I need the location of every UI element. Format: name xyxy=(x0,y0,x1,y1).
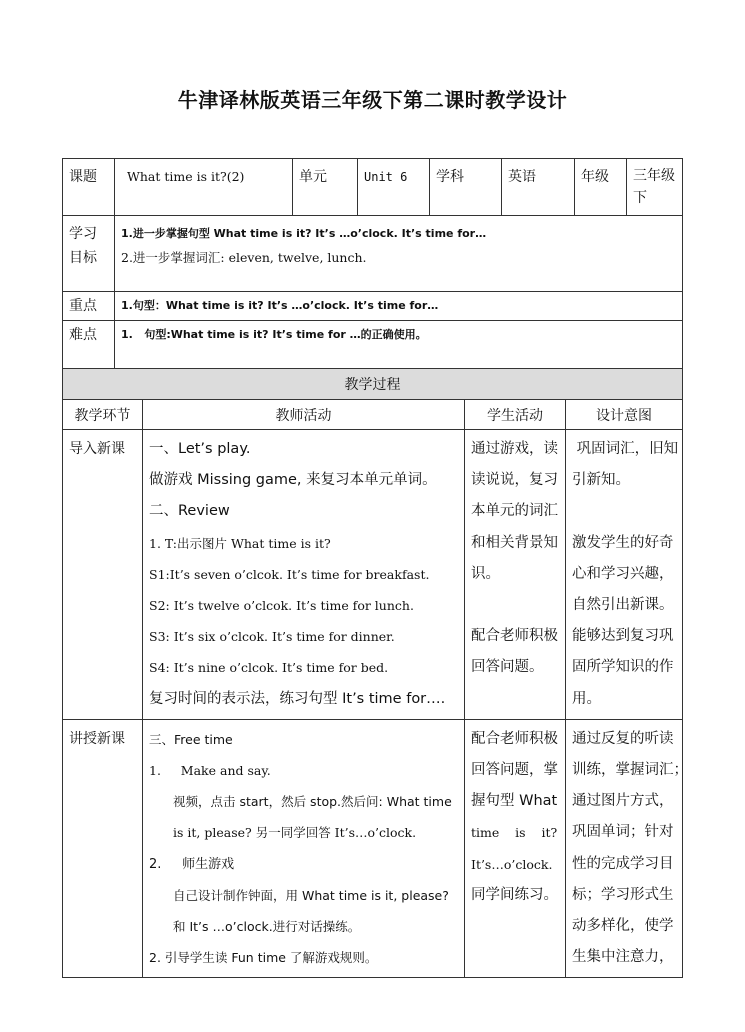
student-line: 同学间练习。 xyxy=(471,886,558,903)
intent-line: 用。 xyxy=(572,690,601,707)
unit-value: Unit 6 xyxy=(358,159,430,216)
teacher-line: 视频，点击 start，然后 stop.然后问: What time xyxy=(173,794,452,810)
col-intent-header: 设计意图 xyxy=(566,400,683,430)
lesson-info-table xyxy=(62,158,683,371)
intent-line: 心和学习兴趣， xyxy=(572,565,674,582)
student-line: 回答问题，掌 xyxy=(471,762,558,779)
intent-line: 训练，掌握词汇； xyxy=(572,762,688,779)
teacher-activity-cell xyxy=(143,719,465,978)
student-line: 握句型 What xyxy=(471,793,558,810)
teacher-line: 一、Let’s play. xyxy=(149,441,251,457)
teacher-line: 和 It’s …o’clock.进行对话操练。 xyxy=(173,919,361,935)
topic-label: 课题 xyxy=(63,159,115,216)
key-point-text: 1.句型：What time is it? It’s …o’clock. It’s time for… xyxy=(115,292,683,321)
difficulty-text: 1. 句型:What time is it? It’s time for …的正确使用。 xyxy=(115,321,683,371)
goal-2: 2.进一步掌握词汇: eleven, twelve, lunch. xyxy=(121,250,367,265)
student-line: 和相关背景知 xyxy=(471,534,558,551)
goal-1: 1.进一步掌握句型 What time is it? It’s …o’clock. It’s time for… xyxy=(121,227,487,240)
intent-line: 标；学习形式生 xyxy=(572,886,674,903)
student-activity-cell xyxy=(465,430,566,720)
teacher-line: S4: It’s nine o’clcok. It’s time for bed. xyxy=(149,660,389,676)
student-line: 配合老师积极 xyxy=(471,730,558,747)
intent-line: 性的完成学习目 xyxy=(572,855,674,872)
teacher-line: 1. T:出示图片 What time is it? xyxy=(149,535,331,551)
table-row xyxy=(63,430,683,720)
teacher-line: 复习时间的表示法，练习句型 It’s time for…. xyxy=(149,690,446,707)
teacher-line: 做游戏 Missing game, 来复习本单元单词。 xyxy=(149,472,437,489)
teacher-line: 三、Free time xyxy=(149,731,233,747)
intent-line: 通过图片方式， xyxy=(572,793,674,810)
teaching-process-table xyxy=(62,368,688,978)
topic-value: What time is it?(2) xyxy=(115,159,293,216)
intent-line: 巩固词汇，旧知 xyxy=(572,441,679,457)
student-line: 本单元的词汇 xyxy=(471,503,558,520)
teacher-line: is it, please? 另一同学回答 It’s…o’clock. xyxy=(173,825,417,841)
student-line: time is it? xyxy=(471,825,558,841)
document-title: 牛津译林版英语三年级下第二课时教学设计 xyxy=(177,88,568,112)
design-intent-cell xyxy=(566,430,683,720)
key-point-label: 重点 xyxy=(63,292,115,321)
student-line: 回答问题。 xyxy=(471,659,544,676)
intent-line: 激发学生的好奇 xyxy=(572,534,674,551)
col-stage-header: 教学环节 xyxy=(63,400,143,430)
design-intent-cell xyxy=(566,719,688,978)
unit-label: 单元 xyxy=(293,159,358,216)
student-line: 读说说，复习 xyxy=(471,472,558,489)
intent-line: 通过反复的听读 xyxy=(572,730,674,747)
process-header: 教学过程 xyxy=(63,369,683,400)
teacher-line: S3: It’s six o’clcok. It’s time for dinner. xyxy=(149,629,395,645)
stage-cell: 讲授新课 xyxy=(63,719,143,978)
difficulty-label: 难点 xyxy=(63,321,115,371)
intent-line: 能够达到复习巩 xyxy=(572,628,674,645)
student-line xyxy=(471,590,559,621)
student-line: 识。 xyxy=(471,565,500,582)
teacher-activity-cell xyxy=(143,430,465,720)
student-line: It’s…o’clock. xyxy=(471,856,553,872)
subject-value: 英语 xyxy=(502,159,575,216)
student-line: 通过游戏，读 xyxy=(471,441,558,457)
col-student-header: 学生活动 xyxy=(465,400,566,430)
teacher-line: 自己设计制作钟面，用 What time is it, please? xyxy=(173,887,449,903)
stage-cell: 导入新课 xyxy=(63,430,143,720)
teacher-line: 2. 师生游戏 xyxy=(149,856,235,872)
student-line: 配合老师积极 xyxy=(471,628,558,645)
intent-line: 巩固单词；针对 xyxy=(572,824,674,841)
teacher-line: 二、Review xyxy=(149,503,230,520)
student-activity-cell xyxy=(465,719,566,978)
intent-line: 自然引出新课。 xyxy=(572,597,674,613)
teacher-line: S2: It’s twelve o’clcok. It’s time for lunch. xyxy=(149,598,414,614)
goals-label: 学习目标 xyxy=(63,216,115,292)
intent-line: 动多样化，使学 xyxy=(572,918,674,935)
subject-label: 学科 xyxy=(430,159,502,216)
intent-line xyxy=(572,496,676,527)
intent-line: 生集中注意力， xyxy=(572,949,674,966)
table-row xyxy=(63,719,683,978)
grade-value: 三年级下 xyxy=(627,159,683,216)
teacher-line: 2. 引导学生读 Fun time 了解游戏规则。 xyxy=(149,950,378,966)
intent-line: 引新知。 xyxy=(572,472,630,489)
teacher-line: 1. Make and say. xyxy=(149,763,271,779)
intent-line: 固所学知识的作 xyxy=(572,659,674,676)
teacher-line: S1:It’s seven o’clcok. It’s time for breakfast. xyxy=(149,566,430,582)
grade-label: 年级 xyxy=(575,159,627,216)
col-teacher-header: 教师活动 xyxy=(143,400,465,430)
